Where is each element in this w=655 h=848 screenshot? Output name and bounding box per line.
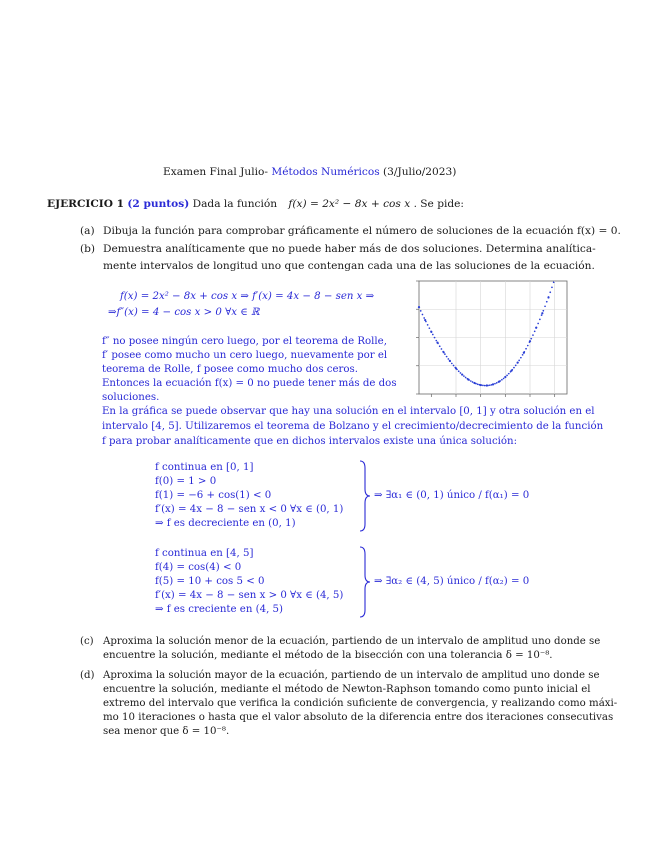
exercise-ask: . Se pide: — [413, 198, 464, 210]
data-point — [430, 331, 432, 333]
curve-dot — [541, 314, 543, 316]
derivative-eq1: f(x) = 2x² − 8x + cos x ⇒ f′(x) = 4x − 8 − sen x ⇒ — [120, 291, 375, 302]
curve-dot — [520, 357, 522, 359]
curve-dot — [508, 373, 510, 375]
graph-line2: intervalo [4, 5]. Utilizaremos el teorema de Bolzano y el crecimiento/decrecimiento de la función — [102, 421, 604, 432]
curve-dot — [453, 365, 455, 367]
data-point — [541, 312, 543, 314]
curve-dot — [448, 358, 450, 360]
sys1-line4: f′(x) = 4x − 8 − sen x < 0 ∀x ∈ (0, 1) — [155, 504, 344, 515]
curve-dot — [494, 383, 496, 385]
sys2-line4: f′(x) = 4x − 8 − sen x > 0 ∀x ∈ (4, 5) — [155, 590, 344, 601]
curve-dot — [534, 330, 536, 332]
curve-dot — [515, 364, 517, 366]
data-point — [535, 327, 537, 329]
curve-dot — [484, 385, 486, 387]
item-c-line1: Aproxima la solución menor de la ecuación, partiendo de un intervalo de amplitud uno donde se — [103, 636, 601, 647]
curve-dot — [439, 345, 441, 347]
sys2-result: ⇒ ∃α₂ ∈ (4, 5) único / f(α₂) = 0 — [374, 576, 530, 587]
curve-dot — [429, 327, 431, 329]
data-point — [480, 384, 482, 386]
sys2-line2: f(4) = cos(4) < 0 — [155, 562, 242, 573]
sys1-line2: f(0) = 1 > 0 — [155, 476, 217, 487]
curve-dot — [435, 340, 437, 342]
curve-dot — [441, 348, 443, 350]
curve-dot — [553, 281, 555, 283]
conclusion-line2: soluciones. — [102, 392, 160, 403]
sys1-brace — [358, 460, 372, 532]
data-point — [523, 352, 525, 354]
data-point — [467, 378, 469, 380]
function-plot — [410, 278, 570, 400]
sys2-line3: f(5) = 10 + cos 5 < 0 — [155, 576, 265, 587]
data-point — [455, 367, 457, 369]
rolle-line2: f′ posee como mucho un cero luego, nuevamente por el — [102, 350, 388, 361]
sys1-line1: f continua en [0, 1] — [155, 462, 254, 473]
curve-dot — [513, 367, 515, 369]
curve-dot — [460, 372, 462, 374]
data-point — [461, 373, 463, 375]
data-point — [529, 340, 531, 342]
sys2-line1: f continua en [4, 5] — [155, 548, 254, 559]
curve-dot — [427, 324, 429, 326]
sys1-line3: f(1) = −6 + cos(1) < 0 — [155, 490, 272, 501]
curve-dot — [422, 314, 424, 316]
curve-dot — [432, 334, 434, 336]
curve-dot — [544, 305, 546, 307]
title-prefix: Examen Final Julio- — [163, 166, 268, 178]
data-point — [436, 341, 438, 343]
rolle-line1: f″ no posee ningún cero luego, por el teorema de Rolle, — [102, 336, 387, 347]
exercise-function: f(x) = 2x² − 8x + cos x — [288, 198, 411, 210]
graph-line1: En la gráfica se puede observar que hay una solución en el intervalo [0, 1] y otra solución en el — [102, 406, 595, 417]
curve-dot — [482, 385, 484, 387]
curve-dot — [549, 291, 551, 293]
curve-dot — [522, 354, 524, 356]
exercise-points: (2 puntos) — [127, 198, 190, 210]
data-point — [449, 360, 451, 362]
item-b-line1: Demuestra analíticamente que no puede haber más de dos soluciones. Determina analítica- — [103, 243, 596, 255]
curve-dot — [551, 286, 553, 288]
curve-dot — [527, 345, 529, 347]
data-point — [424, 319, 426, 321]
exercise-label: EJERCICIO 1 — [47, 198, 125, 210]
item-c-marker: (c) — [80, 636, 94, 647]
curve-dot — [434, 337, 436, 339]
curve-dot — [503, 378, 505, 380]
item-d-line5: sea menor que δ = 10⁻⁸. — [103, 726, 230, 737]
exam-date: (3/Julio/2023) — [383, 166, 457, 178]
curve-dot — [539, 318, 541, 320]
curve-dot — [525, 348, 527, 350]
item-a-marker: (a) — [80, 225, 95, 237]
data-point — [418, 306, 420, 308]
sys1-result: ⇒ ∃α₁ ∈ (0, 1) único / f(α₁) = 0 — [374, 490, 530, 501]
data-point — [504, 376, 506, 378]
curve-dot — [446, 356, 448, 358]
curve-dot — [532, 334, 534, 336]
data-point — [492, 383, 494, 385]
item-b-line2: mente intervalos de longitud uno que contengan cada una de las soluciones de la ecuación. — [103, 260, 595, 272]
curve-dot — [530, 338, 532, 340]
curve-dot — [518, 360, 520, 362]
sys1-line5: ⇒ f es decreciente en (0, 1) — [155, 518, 296, 529]
item-b-marker: (b) — [80, 243, 96, 255]
curve-dot — [546, 301, 548, 303]
item-d-line3: extremo del intervalo que verifica la condición suficiente de convergencia, y realizando como máxi- — [103, 698, 618, 709]
derivative-eq2: ⇒f″(x) = 4 − cos x > 0 ∀x ∈ ℝ — [108, 307, 260, 318]
rolle-line3: teorema de Rolle, f posee como mucho dos ceros. — [102, 364, 358, 375]
data-point — [510, 370, 512, 372]
curve-dot — [537, 323, 539, 325]
graph-line3: f para probar analíticamente que en dichos intervalos existe una única solución: — [102, 436, 518, 447]
curve-dot — [496, 382, 498, 384]
curve-dot — [506, 375, 508, 377]
item-c-line2: encuentre la solución, mediante el método de la bisección con una tolerancia δ = 10⁻⁸. — [103, 650, 553, 661]
curve-dot — [423, 317, 425, 319]
page-title — [163, 166, 456, 178]
curve-dot — [472, 381, 474, 383]
data-point — [498, 380, 500, 382]
exercise-intro: Dada la función — [192, 198, 278, 210]
curve-dot — [542, 310, 544, 312]
sys2-line5: ⇒ f es creciente en (4, 5) — [155, 604, 284, 615]
curve-dot — [465, 377, 467, 379]
item-d-line2: encuentre la solución, mediante el método de Newton-Raphson tomando como punto inicial el — [103, 684, 591, 695]
curve-dot — [463, 375, 465, 377]
curve-dot — [458, 370, 460, 372]
exercise-heading — [47, 198, 464, 210]
conclusion-line1: Entonces la ecuación f(x) = 0 no puede tener más de dos — [102, 378, 397, 389]
curve-dot — [451, 363, 453, 365]
item-d-line4: mo 10 iteraciones o hasta que el valor absoluto de la diferencia entre dos iteraciones consecutivas — [103, 712, 614, 723]
curve-dot — [444, 353, 446, 355]
curve-dot — [470, 380, 472, 382]
course-name: Métodos Numéricos — [271, 166, 380, 178]
data-point — [486, 384, 488, 386]
sys2-brace — [358, 546, 372, 618]
curve-dot — [477, 383, 479, 385]
curve-dot — [489, 384, 491, 386]
data-point — [443, 351, 445, 353]
item-d-marker: (d) — [80, 670, 95, 681]
data-point — [473, 382, 475, 384]
curve-dot — [420, 310, 422, 312]
item-a-text: Dibuja la función para comprobar gráficamente el número de soluciones de la ecuación f(x) = 0. — [103, 225, 621, 237]
data-point — [547, 296, 549, 298]
curve-dot — [501, 379, 503, 381]
item-d-line1: Aproxima la solución mayor de la ecuación, partiendo de un intervalo de amplitud uno donde se — [103, 670, 600, 681]
data-point — [517, 361, 519, 363]
